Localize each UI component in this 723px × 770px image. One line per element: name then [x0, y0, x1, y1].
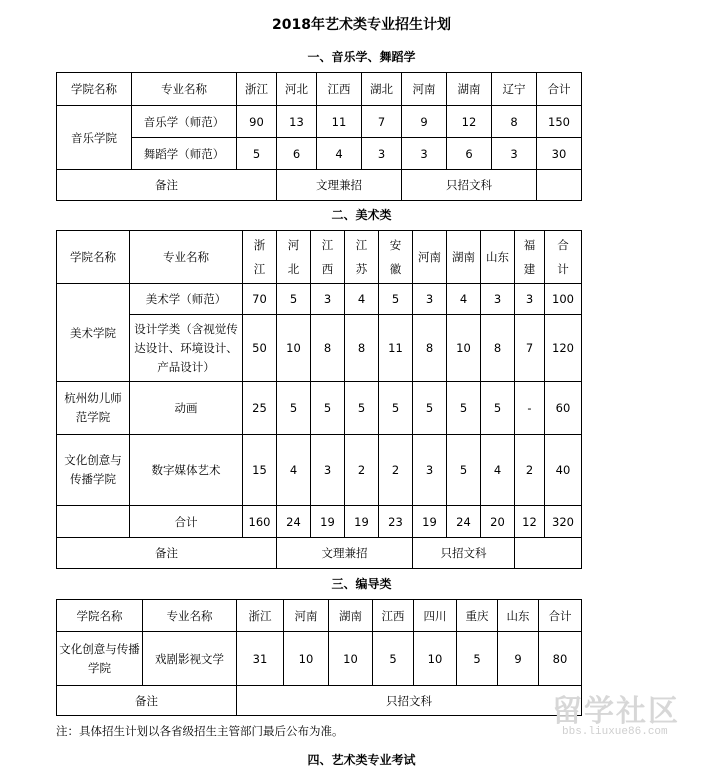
value-cell: 11	[379, 315, 413, 382]
value-cell: 5	[379, 382, 413, 435]
remark-text: 文理兼招	[277, 538, 413, 569]
header-cell: 浙江	[243, 231, 277, 284]
header-cell: 河北	[277, 73, 317, 106]
table-row	[57, 315, 582, 382]
remark-row	[57, 686, 582, 716]
major-cell: 舞蹈学（师范）	[132, 138, 237, 170]
header-cell: 河南	[284, 600, 329, 632]
value-cell: 50	[243, 315, 277, 382]
remark-row	[57, 170, 582, 201]
value-cell: 4	[481, 435, 515, 506]
total-cell: 20	[481, 506, 515, 538]
value-cell: 10	[329, 632, 373, 686]
value-cell: 70	[243, 284, 277, 315]
value-cell: 11	[317, 106, 362, 138]
header-cell: 江西	[311, 231, 345, 284]
value-cell: 5	[277, 284, 311, 315]
value-cell: 4	[345, 284, 379, 315]
college-cell: 美术学院	[57, 284, 130, 382]
value-cell: 3	[515, 284, 545, 315]
value-cell: 2	[345, 435, 379, 506]
fine-arts-table	[56, 230, 582, 569]
header-cell: 合计	[545, 231, 582, 284]
college-cell: 音乐学院	[57, 106, 132, 170]
empty-cell	[537, 170, 582, 201]
value-cell: 15	[243, 435, 277, 506]
value-cell: 8	[492, 106, 537, 138]
value-cell: 8	[311, 315, 345, 382]
value-cell: 6	[277, 138, 317, 170]
total-cell: 12	[515, 506, 545, 538]
value-cell: 10	[414, 632, 457, 686]
site-watermark	[552, 686, 722, 746]
section-2-heading: 二、美术类	[331, 208, 392, 222]
table-row	[57, 435, 582, 506]
value-cell: 5	[447, 382, 481, 435]
header-cell: 江西	[317, 73, 362, 106]
value-cell: 8	[413, 315, 447, 382]
major-cell: 设计学类（含视觉传达设计、环境设计、产品设计）	[130, 315, 243, 382]
total-cell: 23	[379, 506, 413, 538]
remark-text: 只招文科	[237, 686, 582, 716]
value-cell: 5	[277, 382, 311, 435]
header-cell: 河南	[413, 231, 447, 284]
value-cell: 9	[402, 106, 447, 138]
total-cell: 19	[345, 506, 379, 538]
value-cell: 9	[498, 632, 539, 686]
header-cell: 浙江	[237, 73, 277, 106]
value-cell: 3	[362, 138, 402, 170]
table-row	[57, 632, 582, 686]
header-cell: 湖南	[447, 73, 492, 106]
header-cell: 学院名称	[57, 600, 143, 632]
value-cell: 5	[413, 382, 447, 435]
total-cell: 160	[243, 506, 277, 538]
remark-label: 备注	[57, 686, 237, 716]
value-cell: 7	[362, 106, 402, 138]
major-cell: 动画	[130, 382, 243, 435]
total-cell: 320	[545, 506, 582, 538]
total-cell: 60	[545, 382, 582, 435]
value-cell: 3	[311, 284, 345, 315]
total-cell: 100	[545, 284, 582, 315]
remark-row	[57, 538, 582, 569]
table-row	[57, 382, 582, 435]
value-cell: 4	[447, 284, 481, 315]
value-cell: 2	[515, 435, 545, 506]
total-cell: 40	[545, 435, 582, 506]
value-cell: 5	[447, 435, 481, 506]
table-row	[57, 138, 582, 170]
header-cell: 学院名称	[57, 231, 130, 284]
value-cell: 25	[243, 382, 277, 435]
value-cell: 3	[413, 284, 447, 315]
header-cell: 湖北	[362, 73, 402, 106]
total-cell: 30	[537, 138, 582, 170]
value-cell: 12	[447, 106, 492, 138]
section-3-heading: 三、编导类	[331, 577, 392, 591]
header-cell: 合计	[539, 600, 582, 632]
header-cell: 山东	[498, 600, 539, 632]
header-cell: 辽宁	[492, 73, 537, 106]
total-row	[57, 506, 582, 538]
table-row	[57, 106, 582, 138]
total-label: 合计	[130, 506, 243, 538]
value-cell: 3	[492, 138, 537, 170]
header-cell: 江西	[373, 600, 414, 632]
header-cell: 专业名称	[132, 73, 237, 106]
document-title: 2018年艺术类专业招生计划	[272, 17, 451, 33]
header-cell: 河南	[402, 73, 447, 106]
music-dance-table	[56, 72, 582, 201]
total-cell: 24	[277, 506, 311, 538]
header-cell: 福建	[515, 231, 545, 284]
section-4-heading: 四、艺术类专业考试	[307, 753, 416, 767]
remark-label: 备注	[57, 170, 277, 201]
watermark-url: bbs.liuxue86.com	[562, 726, 668, 738]
table-header-row	[57, 73, 582, 106]
value-cell: 10	[284, 632, 329, 686]
value-cell: 3	[311, 435, 345, 506]
major-cell: 美术学（师范）	[130, 284, 243, 315]
table-header-row	[57, 600, 582, 632]
value-cell: 7	[515, 315, 545, 382]
header-cell: 四川	[414, 600, 457, 632]
total-cell: 120	[545, 315, 582, 382]
table-row	[57, 284, 582, 315]
watermark-logo-text: 留学社区	[552, 695, 680, 728]
value-cell: 4	[277, 435, 311, 506]
header-cell: 重庆	[457, 600, 498, 632]
table-header-row	[57, 231, 582, 284]
header-cell: 江苏	[345, 231, 379, 284]
total-cell: 24	[447, 506, 481, 538]
header-cell: 专业名称	[143, 600, 237, 632]
value-cell: 3	[402, 138, 447, 170]
value-cell: 5	[345, 382, 379, 435]
remark-text: 只招文科	[413, 538, 515, 569]
college-cell: 杭州幼儿师范学院	[57, 382, 130, 435]
value-cell: 31	[237, 632, 284, 686]
header-cell: 专业名称	[130, 231, 243, 284]
directing-table	[56, 599, 582, 716]
footnote: 注：具体招生计划以各省级招生主管部门最后公布为准。	[56, 724, 344, 738]
major-cell: 数字媒体艺术	[130, 435, 243, 506]
value-cell: 5	[311, 382, 345, 435]
header-cell: 合计	[537, 73, 582, 106]
value-cell: 5	[481, 382, 515, 435]
value-cell: 10	[447, 315, 481, 382]
remark-label: 备注	[57, 538, 277, 569]
value-cell: 13	[277, 106, 317, 138]
header-cell: 安徽	[379, 231, 413, 284]
value-cell: 3	[413, 435, 447, 506]
total-cell: 150	[537, 106, 582, 138]
section-1-heading: 一、音乐学、舞蹈学	[307, 50, 416, 64]
header-cell: 山东	[481, 231, 515, 284]
header-cell: 河北	[277, 231, 311, 284]
major-cell: 音乐学（师范）	[132, 106, 237, 138]
empty-cell	[515, 538, 582, 569]
value-cell: 3	[481, 284, 515, 315]
header-cell: 浙江	[237, 600, 284, 632]
value-cell: 5	[379, 284, 413, 315]
value-cell: 5	[373, 632, 414, 686]
remark-text: 文理兼招	[277, 170, 402, 201]
header-cell: 学院名称	[57, 73, 132, 106]
value-cell: 10	[277, 315, 311, 382]
total-cell: 80	[539, 632, 582, 686]
header-cell: 湖南	[329, 600, 373, 632]
college-cell: 文化创意与传播学院	[57, 632, 143, 686]
value-cell: 90	[237, 106, 277, 138]
total-cell: 19	[413, 506, 447, 538]
major-cell: 戏剧影视文学	[143, 632, 237, 686]
college-cell: 文化创意与传播学院	[57, 435, 130, 506]
value-cell: -	[515, 382, 545, 435]
value-cell: 5	[237, 138, 277, 170]
empty-cell	[57, 506, 130, 538]
value-cell: 4	[317, 138, 362, 170]
value-cell: 6	[447, 138, 492, 170]
header-cell: 湖南	[447, 231, 481, 284]
value-cell: 8	[481, 315, 515, 382]
total-cell: 19	[311, 506, 345, 538]
value-cell: 5	[457, 632, 498, 686]
remark-text: 只招文科	[402, 170, 537, 201]
value-cell: 2	[379, 435, 413, 506]
value-cell: 8	[345, 315, 379, 382]
